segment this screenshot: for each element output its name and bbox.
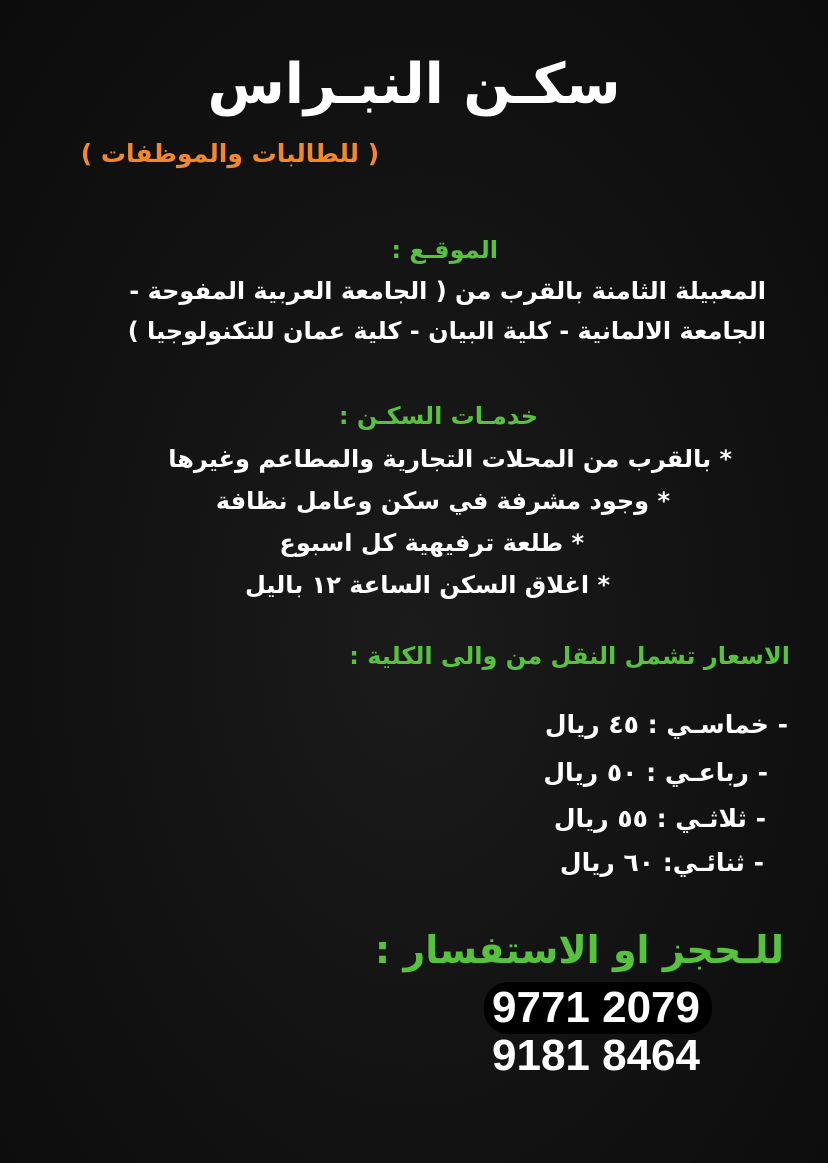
location-heading: الموقـع : <box>391 236 498 264</box>
location-line: الجامعة الالمانية - كلية البيان - كلية عمان للتكنولوجيا ) <box>127 317 766 345</box>
location-line: المعبيلة الثامنة بالقرب من ( الجامعة العربية المفوحة - <box>129 277 766 305</box>
service-item: * اغلاق السكن الساعة ١٢ باليل <box>244 571 610 599</box>
contact-heading: للـحجز او الاستفسار : <box>374 928 784 972</box>
service-item: * بالقرب من المحلات التجارية والمطاعم وغيرها <box>168 445 732 473</box>
price-item: - رباعـي : ٥٠ ريال <box>543 758 768 787</box>
price-item: - ثنائـي: ٦٠ ريال <box>559 848 764 877</box>
subtitle: ( للطالبات والموظفات ) <box>80 139 380 168</box>
page-title: سكـن النبـراس <box>207 52 621 117</box>
service-item: * وجود مشرفة في سكن وعامل نظافة <box>215 487 670 515</box>
service-item: * طلعة ترفيهية كل اسبوع <box>279 529 584 557</box>
price-item: - ثلاثـي : ٥٥ ريال <box>553 804 766 833</box>
services-heading: خدمـات السكـن : <box>338 402 538 430</box>
prices-heading: الاسعار تشمل النقل من والى الكلية : <box>349 642 790 670</box>
price-item: - خماسـي : ٤٥ ريال <box>544 710 788 739</box>
phone-number: 9181 8464 <box>492 1031 700 1080</box>
phone-number: 9771 2079 <box>484 982 712 1034</box>
